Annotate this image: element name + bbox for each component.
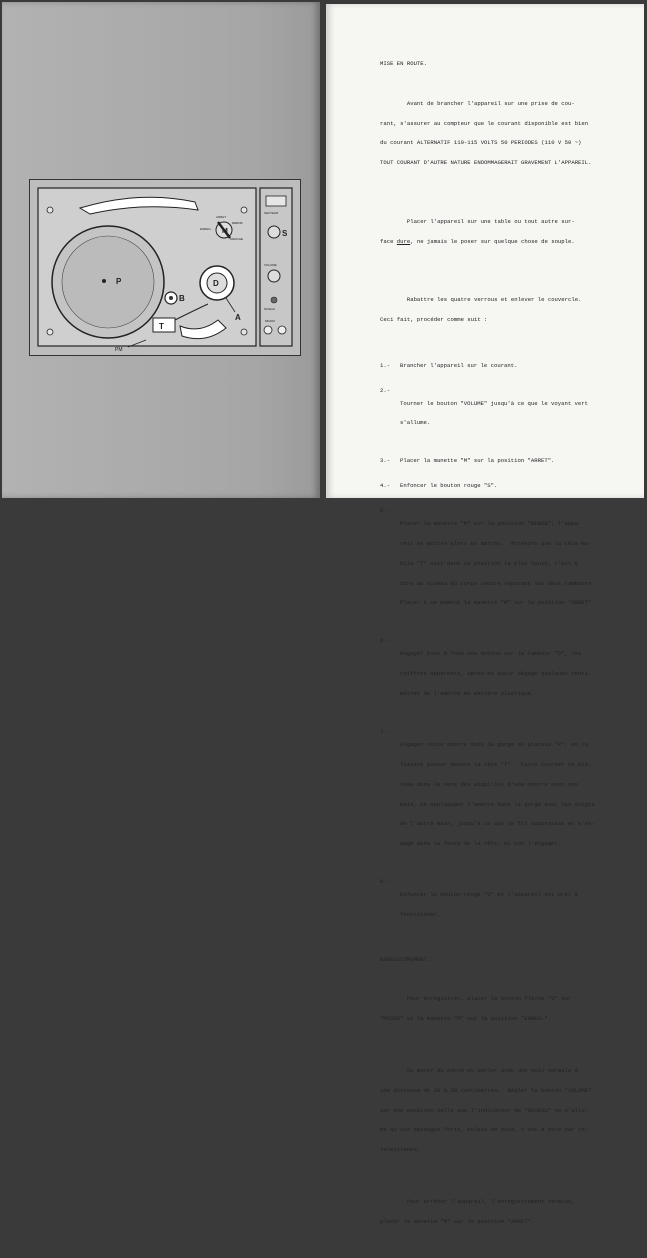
label-b: B bbox=[179, 294, 185, 303]
enreg-paragraph-3 bbox=[380, 1186, 642, 1239]
text-line: une distance de 20 à 30 centimètres. Régler le bouton "VOLUME" bbox=[380, 1086, 592, 1094]
intro-paragraph bbox=[380, 88, 642, 180]
step-number: 6.- bbox=[380, 637, 391, 645]
level-lamp bbox=[271, 297, 277, 303]
underlined-word: dure bbox=[396, 237, 411, 245]
screw-icon bbox=[47, 329, 53, 335]
section-heading-enregistrement: ENREGISTREMENT. bbox=[380, 955, 431, 963]
label-knob-bottom: MARCHE bbox=[230, 237, 244, 241]
text-line: dire au niveau du corps ivoire séparant les deux tambours. bbox=[400, 579, 595, 587]
placer-paragraph bbox=[380, 206, 642, 259]
label-knob-left: ENREG. bbox=[200, 227, 212, 231]
text-line: chiffres apparents, après en avoir dégagé quelques centi- bbox=[400, 670, 592, 678]
enreg-paragraph-2 bbox=[380, 1055, 642, 1167]
text-line: rant, s'assurer au compteur que le courant disponible est bien bbox=[380, 119, 589, 127]
roller-b-center bbox=[169, 296, 173, 300]
step-number: 2.- bbox=[380, 386, 391, 394]
step-8 bbox=[380, 879, 642, 932]
label-a: A bbox=[235, 313, 241, 322]
diagram-drawing bbox=[30, 180, 300, 355]
label-panel-mid: VOLUME bbox=[264, 263, 277, 267]
text-line: Enfoncer le bouton rouge "S" et l'appareil est prêt à bbox=[400, 891, 578, 899]
step-3 bbox=[380, 458, 642, 465]
text-line: du courant ALTERNATIF 110-115 VOLTS 50 PERIODES (110 V 50 ~) bbox=[380, 139, 582, 147]
selector-s-knob bbox=[268, 226, 280, 238]
text-fragment: , ne jamais le poser sur quelque chose de souple. bbox=[410, 237, 575, 245]
step-4 bbox=[380, 483, 642, 490]
step-number: 4.- bbox=[380, 482, 391, 490]
label-panel-bottom: MICRO bbox=[265, 319, 275, 323]
text-line: Brancher l'appareil sur le courant. bbox=[400, 361, 518, 369]
instructions-text bbox=[380, 48, 642, 1258]
text-line: TOUT COURANT D'AUTRE NATURE ENDOMMAGERAIT GRAVEMENT L'APPAREIL. bbox=[380, 159, 592, 167]
text-line: Placer l'appareil sur une table ou tout autre sur- bbox=[380, 217, 575, 225]
step-7 bbox=[380, 729, 642, 861]
step-number: 3.- bbox=[380, 457, 391, 465]
screw-icon bbox=[47, 207, 53, 213]
text-line: "MICRO" et la manette "M" sur la position "ENREG.". bbox=[380, 1014, 552, 1022]
text-line: bile "T" soit dans sa position la plus haute, c'est à bbox=[400, 559, 578, 567]
label-knob-top: ARRET bbox=[216, 215, 227, 219]
text-line: mètres de l'amorce en matière plastique. bbox=[400, 690, 535, 698]
step-number: 5.- bbox=[380, 507, 391, 514]
section-heading-mise-en-route: MISE EN ROUTE. bbox=[380, 60, 427, 68]
text-line: Se munir du micro et parler avec une voix normale à bbox=[380, 1067, 579, 1075]
enreg-paragraph-1 bbox=[380, 983, 642, 1036]
text-fragment: face bbox=[380, 237, 397, 245]
left-page bbox=[2, 2, 320, 498]
label-pm: PM bbox=[115, 347, 123, 353]
label-panel-low: NIVEAU bbox=[264, 307, 276, 311]
label-t: T bbox=[159, 322, 164, 331]
step-6 bbox=[380, 638, 642, 711]
step-5 bbox=[380, 508, 642, 620]
text-line bbox=[380, 239, 642, 246]
step-1 bbox=[380, 363, 642, 370]
text-line: Engager bien à fond une bobine sur le tambour "D", les bbox=[400, 650, 582, 658]
head-t bbox=[153, 318, 175, 332]
text-line: termittence. bbox=[380, 1146, 421, 1154]
text-line: Placer la manette "M" sur la position "REBOB"; l'appa- bbox=[400, 520, 582, 528]
text-line: me qu'aux passages forts, éclats de voix, c'est à dire par in- bbox=[380, 1126, 589, 1134]
mains-switch bbox=[266, 196, 286, 206]
label-m: M bbox=[222, 228, 228, 235]
volume-knob bbox=[268, 270, 280, 282]
label-d: D bbox=[213, 279, 219, 288]
text-line: sur une position telle que l'indicateur de "NIVEAU" ne s'allu- bbox=[380, 1106, 589, 1114]
text-line: Avant de brancher l'appareil sur une prise de cou- bbox=[380, 99, 575, 107]
label-p: P bbox=[116, 277, 122, 286]
step-2 bbox=[380, 388, 642, 441]
text-line: Rabattre les quatre verrous et enlever le couvercle. bbox=[380, 296, 582, 304]
text-line: placer la manette "M" sur la position "ARRET". bbox=[380, 1218, 535, 1226]
screw-icon bbox=[241, 329, 247, 335]
label-knob-right: REBOB bbox=[232, 221, 243, 225]
output-jack bbox=[278, 326, 286, 334]
text-line: fonctionner. bbox=[400, 911, 441, 919]
platter-groove bbox=[62, 236, 154, 328]
step-number: 7.- bbox=[380, 728, 391, 735]
right-page bbox=[326, 4, 644, 1226]
text-line: Tourner le bouton "VOLUME" jusqu'à ce que le voyant vert bbox=[400, 399, 588, 407]
text-line: Ceci fait, procéder comme suit : bbox=[380, 316, 488, 324]
text-line: Placer à ce moment la manette "M" sur la position "ARRET". bbox=[400, 599, 595, 607]
text-line: Enfoncer le bouton rouge "S". bbox=[400, 482, 498, 490]
tape-recorder-diagram bbox=[29, 179, 301, 356]
platter-spindle bbox=[102, 279, 106, 283]
label-s: S bbox=[282, 229, 288, 238]
text-line: de l'autre main, jusqu'à ce que le fil apparaisse et s'en- bbox=[400, 820, 595, 828]
text-line: gage dans la fente de la tête; et non l'engager. bbox=[400, 840, 562, 848]
text-line: main, en appliquant l'amorce dans la gorge avec les doigts bbox=[400, 800, 595, 808]
text-line: Pour arrêter l'appareil, l'enregistrement terminé, bbox=[380, 1198, 575, 1206]
text-line: Engager cette amorce dans la gorge du plateau "P", en la bbox=[400, 741, 588, 749]
step-number: 1.- bbox=[380, 361, 391, 369]
screw-icon bbox=[241, 207, 247, 213]
text-line: s'allume. bbox=[400, 419, 431, 427]
text-line: Placer la manette "M" sur la position "ARRET". bbox=[400, 457, 555, 465]
rabattre-paragraph bbox=[380, 284, 642, 337]
step-number: 8.- bbox=[380, 878, 391, 886]
text-line: teau dans le sens des aiguilles d'une montre avec une bbox=[400, 780, 578, 788]
label-panel-top: SECTEUR bbox=[264, 211, 279, 215]
text-line: Pour enregistrer, placer le bouton flèche "S" sur bbox=[380, 995, 572, 1003]
mic-jack bbox=[264, 326, 272, 334]
text-line: reil se mettra alors en marche. Attendre que la tête mo- bbox=[400, 539, 592, 547]
text-line: faisant passer devant la tête "T". Faire tourner ce pla- bbox=[400, 760, 592, 768]
